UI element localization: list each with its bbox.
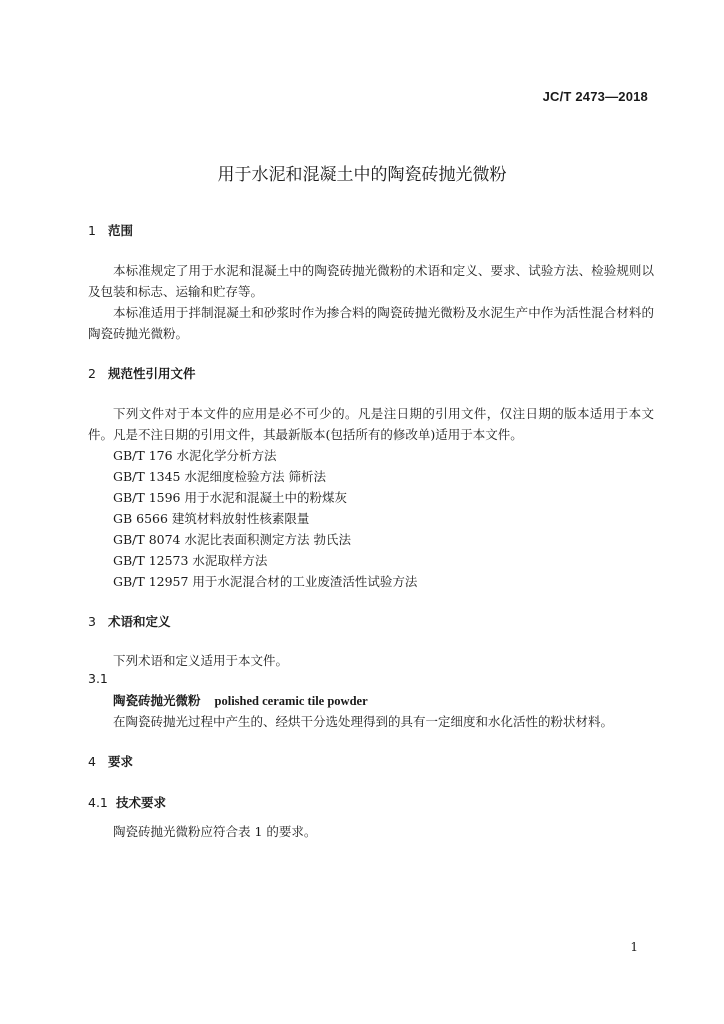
section-2-paragraph: 下列文件对于本文件的应用是必不可少的。凡是注日期的引用文件，仅注日期的版本适用于本文件。凡是不注日期的引用文件，其最新版本(包括所有的修改单)适用于本文件。 [88,406,654,442]
document-title: 用于水泥和混凝土中的陶瓷砖抛光微粉 [217,165,507,185]
term-chinese: 陶瓷砖抛光微粉 [113,693,201,708]
reference-item: GB 6566 建筑材料放射性核素限量 [113,511,310,526]
standard-number: JC/T 2473—2018 [542,89,648,104]
section-1-paragraph-1: 本标准规定了用于水泥和混凝土中的陶瓷砖抛光微粉的术语和定义、要求、试验方法、检验规则以及包装和标志、运输和贮存等。 [88,263,654,299]
section-4-heading [88,752,133,770]
section-number: 3 [88,614,96,629]
section-title: 术语和定义 [108,614,171,629]
term-number: 3.1 [88,671,108,686]
section-number: 1 [88,223,96,238]
section-title: 规范性引用文件 [108,366,196,381]
section-3-heading [88,612,171,630]
section-number: 2 [88,366,96,381]
subsection-title: 技术要求 [116,795,167,810]
reference-item: GB/T 12957 用于水泥混合材的工业废渣活性试验方法 [113,574,418,589]
section-1-heading [88,221,133,239]
reference-item: GB/T 8074 水泥比表面积测定方法 勃氏法 [113,532,351,547]
page-number: 1 [630,940,638,954]
subsection-number: 4.1 [88,795,108,810]
reference-item: GB/T 1345 水泥细度检验方法 筛析法 [113,469,326,484]
term-definition: 在陶瓷砖抛光过程中产生的、经烘干分选处理得到的具有一定细度和水化活性的粉状材料。 [113,714,614,729]
section-2-heading [88,364,196,382]
reference-item: GB/T 12573 水泥取样方法 [113,553,268,568]
reference-item: GB/T 1596 用于水泥和混凝土中的粉煤灰 [113,490,347,505]
section-3-intro: 下列术语和定义适用于本文件。 [113,653,289,668]
section-1-paragraph-2: 本标准适用于拌制混凝土和砂浆时作为掺合料的陶瓷砖抛光微粉及水泥生产中作为活性混合材料的陶瓷砖抛光微粉。 [88,305,654,341]
subsection-4-1-heading [88,793,166,811]
term-entry [113,691,368,709]
section-title: 范围 [108,223,134,238]
subsection-4-1-paragraph: 陶瓷砖抛光微粉应符合表 1 的要求。 [113,824,317,839]
section-title: 要求 [108,754,134,769]
reference-item: GB/T 176 水泥化学分析方法 [113,448,277,463]
term-english: polished ceramic tile powder [214,694,368,708]
section-number: 4 [88,754,96,769]
